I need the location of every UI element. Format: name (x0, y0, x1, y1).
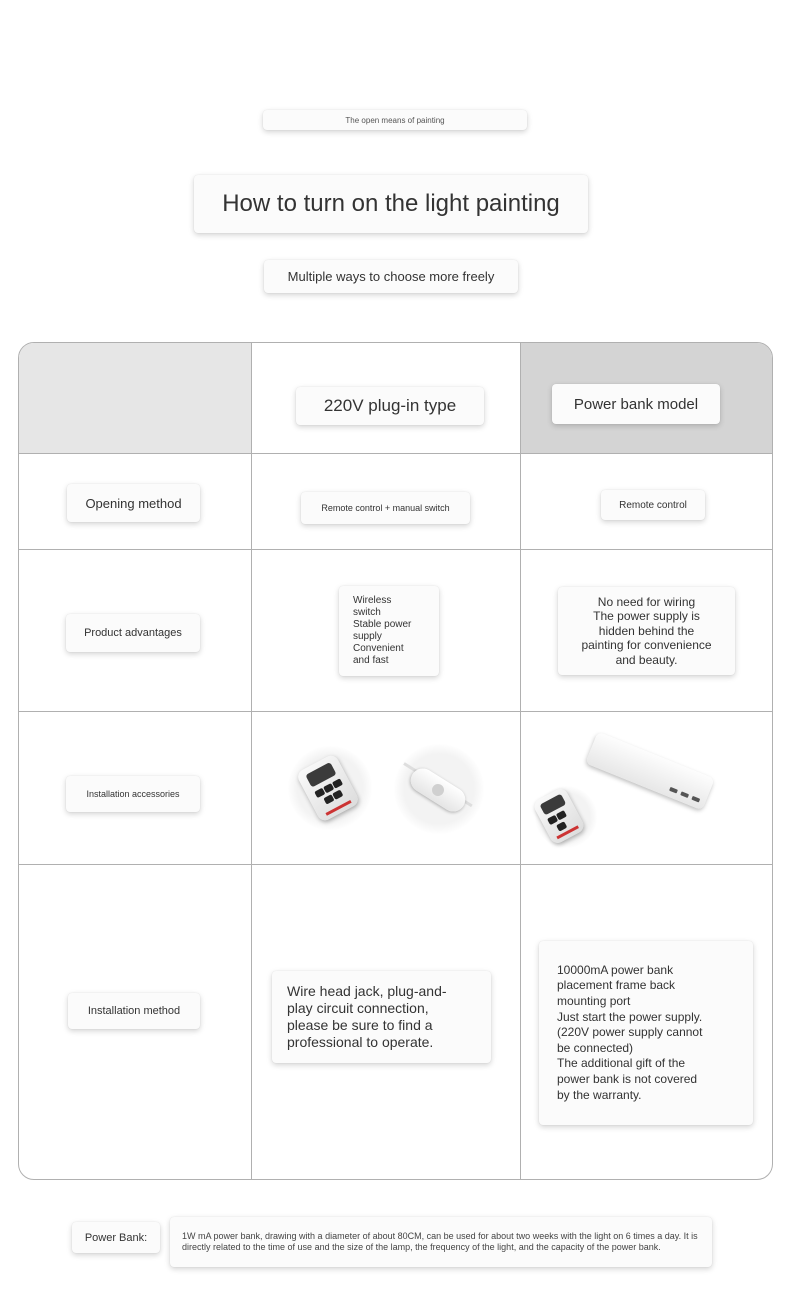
row-label-opening-method: Opening method (67, 484, 200, 522)
advantages-power-bank: No need for wiring The power supply is hidden behind the painting for convenience and beauty. (558, 587, 735, 675)
row-label-cell (19, 865, 252, 1180)
table-cell (252, 550, 521, 712)
row-label-installation-method: Installation method (68, 993, 200, 1029)
opening-method-power-bank: Remote control (601, 490, 705, 520)
footer-label: Power Bank: (72, 1222, 160, 1253)
table-cell (521, 712, 773, 865)
table-cell (521, 454, 773, 550)
column-header-220v: 220V plug-in type (296, 387, 484, 425)
column-header-power-bank: Power bank model (552, 384, 720, 424)
advantages-220v: Wireless switch Stable power supply Convenient and fast (339, 586, 439, 676)
table-header-empty (19, 343, 252, 454)
row-label-installation-accessories: Installation accessories (66, 776, 200, 812)
table-cell (521, 550, 773, 712)
power-bank-icon (585, 732, 715, 811)
footer-note: 1W mA power bank, drawing with a diameter of about 80CM, can be used for about two weeks with the light on 6 times a day. It is directly related to the time of use and the size of the lamp, the frequency of the light, and the capacity of the power bank. (170, 1217, 712, 1267)
table-cell (252, 454, 521, 550)
installation-method-220v: Wire head jack, plug-and- play circuit connection, please be sure to find a professional to operate. (272, 971, 491, 1063)
installation-method-power-bank: 10000mA power bank placement frame back mounting port Just start the power supply. (220V power supply cannot be connected) The additional gift of the power bank is not covered by the warranty. (539, 941, 753, 1125)
table-header-plugin (252, 343, 521, 454)
row-label-cell (19, 454, 252, 550)
row-label-cell (19, 550, 252, 712)
table-cell (252, 865, 521, 1180)
opening-method-220v: Remote control + manual switch (301, 492, 470, 524)
row-label-product-advantages: Product advantages (66, 614, 200, 652)
page-title: How to turn on the light painting (194, 175, 588, 233)
page-subtitle: Multiple ways to choose more freely (264, 260, 518, 293)
row-label-cell (19, 712, 252, 865)
table-cell (252, 712, 521, 865)
table-header-powerbank (521, 343, 773, 454)
comparison-table (18, 342, 773, 1180)
table-cell (521, 865, 773, 1180)
section-tag: The open means of painting (263, 110, 527, 130)
